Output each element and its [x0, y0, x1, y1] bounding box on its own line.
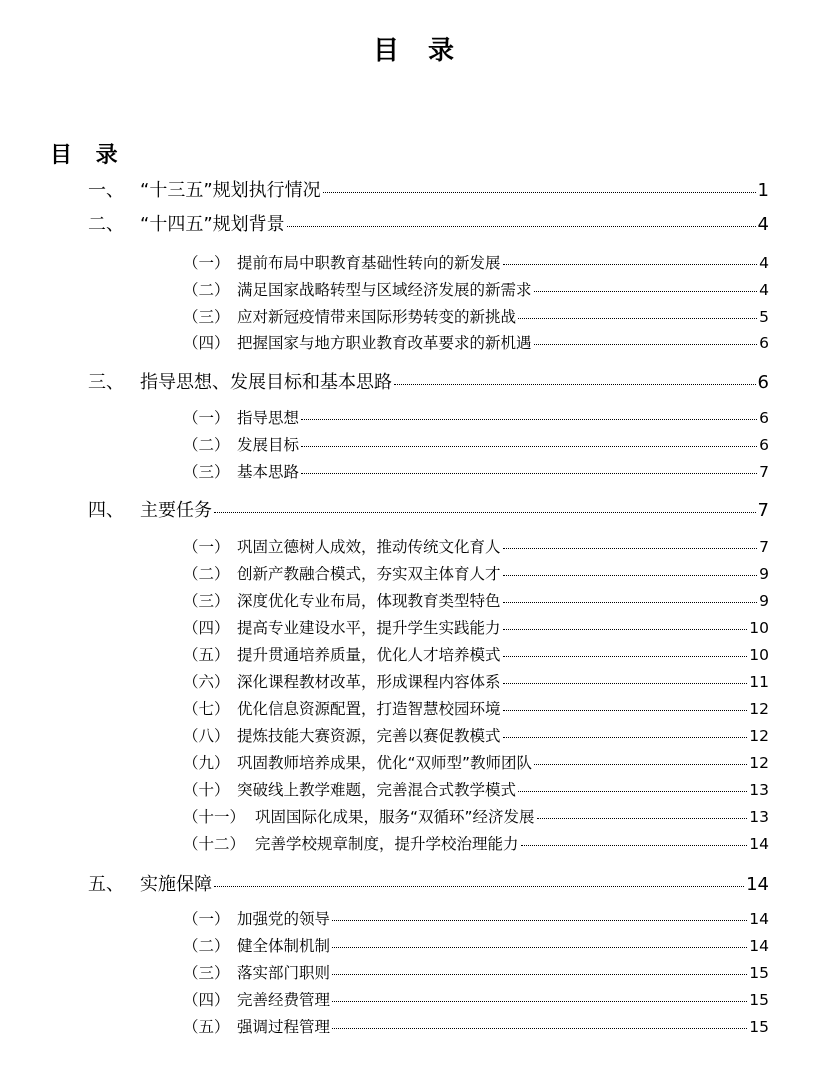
page-title: 目 录: [372, 36, 465, 66]
toc-entry-5-1[interactable]: [183, 907, 769, 929]
toc-text: 指导思想: [237, 409, 300, 427]
toc-entry-3-1[interactable]: [183, 406, 769, 428]
leader-dots: [503, 575, 758, 576]
toc-page: 13: [749, 781, 769, 799]
toc-text: 强调过程管理: [237, 1018, 331, 1036]
toc-text: 完善学校规章制度，提升学校治理能力: [255, 835, 519, 853]
toc-number: （五）: [183, 1018, 230, 1036]
toc-entry-4-6[interactable]: [183, 670, 769, 692]
toc-page: 1: [757, 180, 769, 201]
toc-text: 实施保障: [140, 874, 212, 895]
toc-text: 巩固国际化成果，服务“双循环”经济发展: [255, 808, 535, 826]
toc-text: 优化信息资源配置，打造智慧校园环境: [237, 700, 501, 718]
toc-entry-4-7[interactable]: [183, 697, 769, 719]
toc-entry-2-3[interactable]: [183, 305, 769, 327]
toc-entry-4-5[interactable]: [183, 643, 769, 665]
leader-dots: [503, 629, 748, 630]
toc-page: 6: [759, 334, 769, 352]
toc-page: 4: [757, 214, 769, 235]
toc-text: 加强党的领导: [237, 910, 331, 928]
leader-dots: [503, 737, 748, 738]
toc-text: 指导思想、发展目标和基本思路: [140, 372, 392, 393]
toc-number: （六）: [183, 673, 230, 691]
toc-number: （五）: [183, 646, 230, 664]
toc-number: （十一）: [183, 808, 246, 826]
toc-page: 14: [749, 937, 769, 955]
leader-dots: [323, 192, 756, 193]
toc-number: （二）: [183, 565, 230, 583]
leader-dots: [518, 791, 747, 792]
leader-dots: [301, 419, 757, 420]
toc-page: 12: [749, 754, 769, 772]
leader-dots: [301, 473, 757, 474]
toc-page: 12: [749, 700, 769, 718]
toc-text: 提高专业建设水平，提升学生实践能力: [237, 619, 501, 637]
leader-dots: [332, 974, 747, 975]
toc-number: （七）: [183, 700, 230, 718]
toc-text: 主要任务: [140, 500, 212, 521]
toc-text: 基本思路: [237, 463, 300, 481]
toc-entry-4-8[interactable]: [183, 724, 769, 746]
leader-dots: [503, 656, 748, 657]
toc-entry-4-1[interactable]: [183, 535, 769, 557]
toc-page: 15: [749, 991, 769, 1009]
toc-number: （十）: [183, 781, 230, 799]
toc-entry-5-3[interactable]: [183, 961, 769, 983]
toc-text: 深化课程教材改革，形成课程内容体系: [237, 673, 501, 691]
toc-number: （一）: [183, 910, 230, 928]
toc-number: （三）: [183, 964, 230, 982]
toc-entry-4[interactable]: [88, 496, 769, 522]
leader-dots: [287, 226, 756, 227]
toc-entry-1[interactable]: [88, 176, 769, 202]
toc-number: 五、: [88, 874, 124, 895]
toc-text: 创新产教融合模式，夯实双主体育人才: [237, 565, 501, 583]
toc-page: 13: [749, 808, 769, 826]
leader-dots: [521, 845, 748, 846]
toc-page: 14: [746, 874, 769, 895]
toc-text: 满足国家战略转型与区域经济发展的新需求: [237, 281, 532, 299]
toc-page: 14: [749, 835, 769, 853]
toc-entry-5-5[interactable]: [183, 1015, 769, 1037]
leader-dots: [332, 920, 747, 921]
toc-number: （一）: [183, 409, 230, 427]
leader-dots: [394, 384, 756, 385]
toc-page: 7: [759, 538, 769, 556]
leader-dots: [332, 1001, 747, 1002]
toc-entry-4-3[interactable]: [183, 589, 769, 611]
toc-entry-5-2[interactable]: [183, 934, 769, 956]
toc-entry-4-4[interactable]: [183, 616, 769, 638]
toc-text: “十四五”规划背景: [140, 214, 285, 235]
toc-text: 健全体制机制: [237, 937, 331, 955]
toc-text: 提升贯通培养质量，优化人才培养模式: [237, 646, 501, 664]
toc-number: 一、: [88, 180, 124, 201]
toc-number: 四、: [88, 500, 124, 521]
toc-number: （二）: [183, 436, 230, 454]
toc-text: 落实部门职则: [237, 964, 331, 982]
toc-text: 巩固立德树人成效，推动传统文化育人: [237, 538, 501, 556]
toc-text: 突破线上教学难题，完善混合式教学模式: [237, 781, 517, 799]
toc-number: （三）: [183, 463, 230, 481]
toc-page: 6: [757, 372, 769, 393]
toc-text: 发展目标: [237, 436, 300, 454]
toc-page: 4: [759, 281, 769, 299]
toc-number: （四）: [183, 991, 230, 1009]
toc-text: 深度优化专业布局，体现教育类型特色: [237, 592, 501, 610]
toc-number: （四）: [183, 619, 230, 637]
toc-number: 三、: [88, 372, 124, 393]
toc-text: “十三五”规划执行情况: [140, 180, 321, 201]
toc-number: （八）: [183, 727, 230, 745]
toc-entry-4-2[interactable]: [183, 562, 769, 584]
toc-number: 二、: [88, 214, 124, 235]
leader-dots: [503, 548, 758, 549]
toc-text: 提前布局中职教育基础性转向的新发展: [237, 254, 501, 272]
leader-dots: [503, 683, 748, 684]
leader-dots: [214, 886, 744, 887]
toc-number: （二）: [183, 937, 230, 955]
toc-text: 应对新冠疫情带来国际形势转变的新挑战: [237, 308, 517, 326]
leader-dots: [518, 318, 757, 319]
toc-entry-3[interactable]: [88, 368, 769, 394]
leader-dots: [503, 710, 748, 711]
leader-dots: [537, 818, 748, 819]
toc-entry-2-2[interactable]: [183, 278, 769, 300]
toc-number: （三）: [183, 308, 230, 326]
toc-number: （三）: [183, 592, 230, 610]
toc-entry-4-10[interactable]: [183, 778, 769, 800]
toc-page: 7: [759, 463, 769, 481]
leader-dots: [534, 764, 747, 765]
leader-dots: [503, 264, 758, 265]
toc-entry-4-11[interactable]: [183, 805, 769, 827]
toc-page: 15: [749, 964, 769, 982]
toc-number: （二）: [183, 281, 230, 299]
toc-text: 提炼技能大赛资源，完善以赛促教模式: [237, 727, 501, 745]
leader-dots: [534, 344, 758, 345]
toc-page: 12: [749, 727, 769, 745]
toc-entry-3-2[interactable]: [183, 433, 769, 455]
toc-page: 10: [749, 619, 769, 637]
toc-text: 巩固教师培养成果，优化“双师型”教师团队: [237, 754, 533, 772]
toc-entry-2[interactable]: [88, 210, 769, 236]
toc-number: （四）: [183, 334, 230, 352]
toc-page: 9: [759, 592, 769, 610]
leader-dots: [332, 947, 747, 948]
toc-page: 6: [759, 436, 769, 454]
toc-entry-4-9[interactable]: [183, 751, 769, 773]
leader-dots: [214, 512, 756, 513]
toc-entry-5-4[interactable]: [183, 988, 769, 1010]
toc-number: （一）: [183, 538, 230, 556]
toc-page: 4: [759, 254, 769, 272]
toc-text: 完善经费管理: [237, 991, 331, 1009]
leader-dots: [503, 602, 758, 603]
toc-entry-2-4[interactable]: [183, 331, 769, 353]
toc-number: （九）: [183, 754, 230, 772]
toc-page: 11: [749, 673, 769, 691]
toc-page: 6: [759, 409, 769, 427]
toc-page: 9: [759, 565, 769, 583]
toc-page: 10: [749, 646, 769, 664]
leader-dots: [301, 446, 757, 447]
toc-entry-4-12[interactable]: [183, 832, 769, 854]
toc-entry-3-3[interactable]: [183, 460, 769, 482]
toc-entry-5[interactable]: [88, 870, 769, 896]
toc-entry-2-1[interactable]: [183, 251, 769, 273]
toc-page: 5: [759, 308, 769, 326]
toc-page: 7: [757, 500, 769, 521]
leader-dots: [332, 1028, 747, 1029]
toc-heading: 目 录: [50, 143, 126, 168]
toc-number: （一）: [183, 254, 230, 272]
leader-dots: [534, 291, 758, 292]
toc-page: 15: [749, 1018, 769, 1036]
toc-number: （十二）: [183, 835, 246, 853]
toc-page: 14: [749, 910, 769, 928]
toc-text: 把握国家与地方职业教育改革要求的新机遇: [237, 334, 532, 352]
